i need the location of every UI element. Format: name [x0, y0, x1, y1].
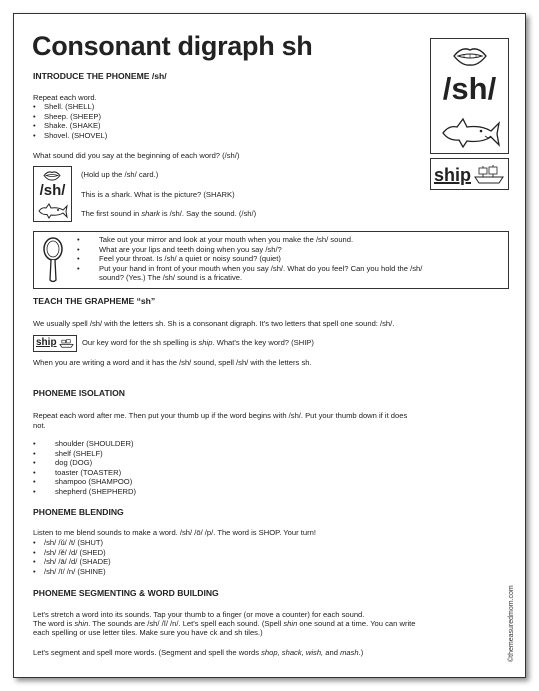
- segmenting-paragraph: Let's stretch a word into its sounds. Tap your thumb to a finger (or move a counter) for each sound.: [33, 610, 365, 619]
- intro-heading: INTRODUCE THE PHONEME /sh/: [33, 71, 167, 81]
- list-item: • /sh/ /ī/ /n/ (SHINE): [33, 567, 111, 577]
- ship-icon: [473, 164, 505, 184]
- list-item: • dog (DOG): [33, 458, 136, 468]
- intro-repeat: Repeat each word.: [33, 93, 97, 102]
- list-item: • Shell. (SHELL): [33, 102, 107, 112]
- isolation-word-list: [33, 439, 136, 497]
- isolation-paragraph: Repeat each word after me. Then put your thumb up if the word begins with /sh/. Put your thumb down if it does: [33, 411, 408, 420]
- keyword-text: Our key word for the sh spelling is ship. What's the key word? (SHIP): [82, 338, 314, 347]
- ship-keyword-card: [430, 158, 509, 190]
- blending-list: [33, 538, 111, 576]
- worksheet-page: [13, 13, 526, 678]
- mirror-icon: [42, 236, 64, 284]
- hold-card-text: (Hold up the /sh/ card.): [81, 170, 159, 179]
- grapheme-paragraph: We usually spell /sh/ with the letters sh. Sh is a consonant digraph. It's two letters that spell one sound: /sh/.: [33, 319, 395, 328]
- list-item: • shoulder (SHOULDER): [33, 439, 136, 449]
- list-item: • Shovel. (SHOVEL): [33, 131, 107, 141]
- sh-phoneme-card-small: [33, 166, 72, 222]
- mirror-instruction-cont: sound? (Yes.) The /sh/ sound is a fricative.: [99, 273, 243, 282]
- shark-text: This is a shark. What is the picture? (SHARK): [81, 190, 235, 199]
- list-item: • Sheep. (SHEEP): [33, 112, 107, 122]
- segmenting-paragraph-4: Let's segment and spell more words. (Segment and spell the words shop, shack, wish, and mash.): [33, 648, 364, 657]
- list-item: • Put your hand in front of your mouth when you say /sh/. What do you feel? Can you hold the /sh/: [77, 264, 422, 274]
- grapheme-heading: TEACH THE GRAPHEME “sh”: [33, 296, 156, 306]
- intro-word-list: [33, 102, 107, 140]
- ship-icon-word: ship: [36, 337, 57, 348]
- list-item: • shampoo (SHAMPOO): [33, 477, 136, 487]
- shark-icon: [38, 203, 68, 219]
- segmenting-paragraph-2: The word is shin. The sounds are /sh/ /ĭ/ /n/. Let's spell each sound. (Spell shin one sound at a time. You can write: [33, 619, 416, 628]
- ship-card-word: ship: [434, 165, 472, 185]
- page-title: Consonant digraph sh: [32, 31, 313, 61]
- shark-icon: [441, 117, 501, 149]
- list-item: • /sh/ /ĕ/ /d/ (SHED): [33, 548, 111, 558]
- list-item: • Feel your throat. Is /sh/ a quiet or noisy sound? (quiet): [77, 254, 422, 264]
- isolation-paragraph-cont: not.: [33, 421, 46, 430]
- list-item: • Take out your mirror and look at your mouth when you make the /sh/ sound.: [77, 235, 422, 245]
- list-item: • /sh/ /ŭ/ /t/ (SHUT): [33, 538, 111, 548]
- segmenting-heading: PHONEME SEGMENTING & WORD BUILDING: [33, 588, 219, 598]
- ship-keyword-icon: [33, 335, 77, 352]
- list-item: • /sh/ /ā/ /d/ (SHADE): [33, 557, 111, 567]
- segmenting-paragraph-3: each spelling or use letter tiles. Make sure you have ck and sh tiles.): [33, 628, 263, 637]
- ship-icon: [59, 338, 74, 348]
- sh-card-small-label: /sh/: [39, 182, 66, 199]
- isolation-heading: PHONEME ISOLATION: [33, 388, 125, 398]
- copyright-watermark: ©themeasuredmom.com: [508, 585, 515, 662]
- first-sound-text: The first sound in shark is /sh/. Say the sound. (/sh/): [81, 209, 257, 218]
- intro-question: What sound did you say at the beginning of each word? (/sh/): [33, 151, 240, 160]
- sh-card-label: /sh/: [442, 71, 497, 106]
- list-item: • shepherd (SHEPHERD): [33, 487, 136, 497]
- mirror-activity-box: [33, 231, 509, 289]
- list-item: • What are your lips and teeth doing when you say /sh/?: [77, 245, 422, 255]
- grapheme-writing-text: When you are writing a word and it has the /sh/ sound, spell /sh/ with the letters sh.: [33, 358, 312, 367]
- list-item: • Shake. (SHAKE): [33, 121, 107, 131]
- mouth-icon: [452, 45, 488, 67]
- mirror-instructions: [77, 235, 422, 273]
- blending-paragraph: Listen to me blend sounds to make a word. /sh/ /ō/ /p/. The word is SHOP. Your turn!: [33, 528, 316, 537]
- list-item: • shelf (SHELF): [33, 449, 136, 459]
- sh-phoneme-card: [430, 38, 509, 154]
- blending-heading: PHONEME BLENDING: [33, 507, 124, 517]
- mouth-icon: [43, 170, 61, 181]
- list-item: • toaster (TOASTER): [33, 468, 136, 478]
